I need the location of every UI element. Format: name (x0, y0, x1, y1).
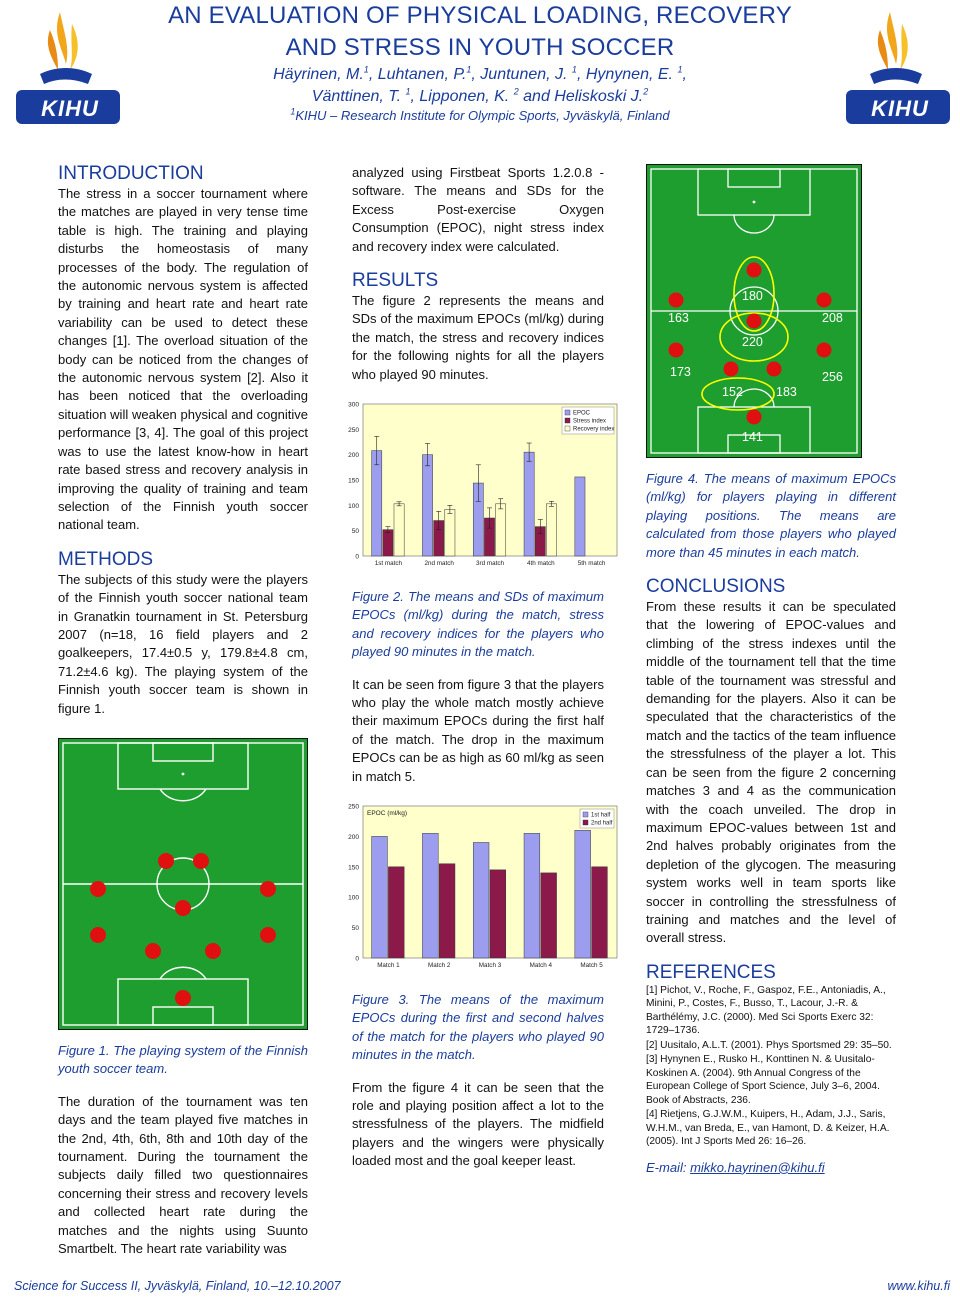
legend-swatch (583, 820, 588, 825)
bar-stress-index (383, 530, 393, 556)
bar-recovery-index (546, 504, 556, 556)
y-tick-label: 250 (348, 803, 359, 811)
legend-swatch (565, 410, 570, 415)
results-text-2: It can be seen from figure 3 that the players who play the whole match mostly achieve their maximum EPOCs during the first half of the match. The drop in the maximum EPOCs can be as high as 60 ml/kg as seen in match 5. (352, 676, 604, 784)
player-marker (260, 927, 276, 943)
bar-1st-half (422, 833, 438, 958)
kihu-logo-left (0, 4, 130, 132)
methods-text-2: The duration of the tournament was ten days and the team played five matches in the 2nd, 4th, 6th, 8th and 10th day of the tournament. During the tournament the subjects daily filled two questionnaires concerning their stress and recovery levels and collected heart rate during the matches and the nights using Suunto Smartbelt. The heart rate variability was (58, 1093, 308, 1257)
position-value: 208 (822, 311, 843, 325)
position-value: 152 (722, 385, 743, 399)
figure-2-chart (335, 398, 625, 578)
y-tick-label: 0 (355, 553, 359, 561)
position-value: 183 (776, 385, 797, 399)
figure-3-chart (335, 800, 625, 980)
bar-2nd-half (541, 873, 557, 958)
conclusions-text: From these results it can be speculated that the lowering of EPOC-values and climbing of the stress indexes until the middle of the tournament tell that the time table of the tournament was stressful and demanding for the players. Also it can be speculated that the characteristics of the match and the tactics of the team influence the stressfulness of the player a lot. This can be seen from the figure 2 concerning matches 3 and 4 as the communication with the coach unveiled. The drop in maximum EPOC-values between 1st and 2nd halves probably originates from the depletion of the glycogen. The measuring system works well in team sports like soccer in controlling the stressfulness of training and matches and the level of overall stress. (646, 599, 896, 946)
legend-label: Recovery index (573, 426, 615, 433)
x-tick-label: 2nd match (424, 560, 454, 567)
logo-text: KIHU (871, 96, 929, 121)
column-2-top (352, 164, 604, 384)
column-1 (58, 163, 308, 718)
bar-epoc (372, 451, 382, 556)
poster-footer (0, 1276, 960, 1300)
legend-swatch (583, 812, 588, 817)
legend-label: Stress index (573, 418, 607, 425)
bar-recovery-index (496, 504, 506, 556)
player-marker (90, 927, 106, 943)
bar-recovery-index (445, 509, 455, 556)
y-axis-label: EPOC (ml/kg) (367, 810, 408, 817)
player-marker (205, 943, 221, 959)
column-2-bottom (352, 991, 604, 1171)
results-text: The figure 2 represents the means and SDs of the maximum EPOCs (ml/kg) during the match, the stress and recovery indices for the following nights for all the players who played 90 minutes. (352, 293, 604, 382)
bar-recovery-index (394, 504, 404, 556)
legend-label: 2nd half (591, 820, 613, 827)
bar-epoc (575, 477, 585, 556)
figure-3-svg (335, 800, 625, 980)
position-marker (817, 343, 832, 358)
bar-1st-half (575, 830, 591, 958)
figure-1-playing-system (58, 738, 308, 1030)
bar-2nd-half (439, 864, 455, 958)
conclusions-heading: CONCLUSIONS (646, 576, 786, 598)
bar-epoc (524, 452, 534, 556)
y-tick-label: 200 (348, 452, 359, 460)
poster-title-line1: AN EVALUATION OF PHYSICAL LOADING, RECOVERY (168, 2, 792, 29)
bar-1st-half (473, 842, 489, 958)
player-marker (90, 881, 106, 897)
position-marker (669, 293, 684, 308)
position-value: 141 (742, 430, 763, 444)
authors-line2: Vänttinen, T. $^1$, Lipponen, K. $^2$ and Heliskoski J.$^2$ (311, 86, 649, 105)
logo-text: KIHU (41, 96, 99, 121)
footer-website[interactable]: www.kihu.fi (887, 1279, 950, 1293)
x-tick-label: 5th match (577, 560, 606, 567)
methods-heading: METHODS (58, 548, 153, 570)
y-tick-label: 100 (348, 502, 359, 510)
reference-item: [1] Pichot, V., Roche, F., Gaspoz, F.E., Antoniadis, A., Minini, P., Costes, F., Busso, T., Lacour, J.-R. & Barthélémy, J.C. (2000). Med Sci Sports Exerc 32: 1729–1736. (646, 984, 886, 1037)
introduction-heading: INTRODUCTION (58, 163, 204, 184)
reference-item: [2] Uusitalo, A.L.T. (2001). Phys Sportsmed 29: 35–50. (646, 1039, 892, 1051)
figure-1-caption: Figure 1. The playing system of the Finnish youth soccer team. (58, 1043, 308, 1077)
reference-item: [3] Hynynen E., Rusko H., Konttinen N. & Uusitalo-Koskinen A. (2004). 9th Annual Congress of the European College of Sport Science, July 3–6, 2004. Book of Abstracts, 236. (646, 1054, 880, 1106)
figure-2-svg (335, 398, 625, 578)
y-tick-label: 150 (348, 864, 359, 872)
player-marker (145, 943, 161, 959)
position-value: 173 (670, 365, 691, 379)
position-marker (747, 314, 762, 329)
footer-conference: Science for Success II, Jyväskylä, Finland, 10.–12.10.2007 (14, 1279, 341, 1293)
column-1-lower (58, 1042, 308, 1258)
references-list (646, 984, 896, 1149)
player-marker (260, 881, 276, 897)
player-marker (175, 900, 191, 916)
figure-2-caption: Figure 2. The means and SDs of maximum EPOCs (ml/kg) during the match, stress and recovery indices for the players who played 90 minutes in the match. (352, 589, 604, 660)
bar-1st-half (524, 833, 540, 958)
y-tick-label: 300 (348, 401, 359, 409)
column-2-mid (352, 588, 604, 786)
x-tick-label: Match 1 (377, 962, 400, 969)
y-tick-label: 50 (351, 925, 359, 933)
references-heading: REFERENCES (646, 961, 776, 983)
position-marker (747, 410, 762, 425)
legend-label: 1st half (591, 812, 611, 819)
bar-epoc (422, 455, 432, 556)
x-tick-label: 3rd match (476, 560, 504, 567)
poster-title-line2: AND STRESS IN YOUTH SOCCER (285, 34, 675, 61)
x-tick-label: Match 4 (529, 962, 553, 969)
legend-swatch (565, 426, 570, 431)
position-value: 163 (668, 311, 689, 325)
position-value: 180 (742, 289, 763, 303)
y-tick-label: 50 (351, 528, 359, 536)
authors-line1: Häyrinen, M.$^1$, Luhtanen, P.$^1$, Juntunen, J. $^1$, Hynynen, E. $^1$, (273, 64, 687, 83)
column-3 (646, 470, 896, 1177)
player-marker (193, 853, 209, 869)
x-tick-label: Match 2 (427, 962, 451, 969)
kihu-logo-right (830, 4, 960, 132)
figure-4-positions (646, 164, 862, 458)
methods-text-continued: analyzed using Firstbeat Sports 1.2.0.8 - software. The means and SDs for the Excess Post-exercise Oxygen Consumption (EPOC), night stress index and recovery index were calculated. (352, 165, 604, 254)
x-tick-label: 4th match (526, 560, 555, 567)
position-marker (724, 362, 739, 377)
position-value: 220 (742, 335, 763, 349)
bar-2nd-half (490, 870, 506, 958)
results-heading: RESULTS (352, 270, 439, 292)
position-marker (817, 293, 832, 308)
position-marker (747, 263, 762, 278)
position-marker (767, 362, 782, 377)
legend-label: EPOC (573, 410, 591, 417)
x-tick-label: 1st match (374, 560, 403, 567)
y-tick-label: 200 (348, 833, 359, 841)
bar-1st-half (372, 836, 388, 958)
bar-2nd-half (388, 867, 404, 958)
results-text-3: From the figure 4 it can be seen that the role and playing position affect a lot to the stressfulness of the players. The midfield players and the wingers were physically loaded most and the goal keeper least. (352, 1079, 604, 1169)
position-value: 256 (822, 370, 843, 384)
y-tick-label: 150 (348, 477, 359, 485)
position-marker (669, 343, 684, 358)
figure-3-caption: Figure 3. The means of the maximum EPOCs during the first and second halves of the match for the players who played 90 minutes in the match. (352, 992, 604, 1063)
reference-item: [4] Rietjens, G.J.W.M., Kuipers, H., Adam, J.J., Saris, W.H.M., van Breda, E., van Hamont, D. & Keizer, H.A. (2005). Int J Sports Med 26: 16–26. (646, 1109, 890, 1148)
player-marker (158, 853, 174, 869)
x-tick-label: Match 5 (580, 962, 603, 969)
y-tick-label: 100 (348, 894, 359, 902)
player-marker (175, 990, 191, 1006)
introduction-text: The stress in a soccer tournament where the matches are played in very tense time table is high. The training and playing disturbs the homeostasis of many processes of the body. The regulation of the autonomic nervous system is affected by training and heart rate and heart rate variability can be used to detect these changes [1]. The overload situation of the body can be noticed from the changes of the autonomic nervous system [2]. Also it has been noticed that the overloading situation will weaken physical and cognitive performance [3, 4]. The goal of this project was to use the latest know-how in heart rate based stress and recovery analysis in improving the quality of training and team selection of the Finnish youth soccer national team. (58, 186, 308, 533)
contact-email: E-mail: mikko.hayrinen@kihu.fi (646, 1159, 825, 1175)
figure-4-caption: Figure 4. The means of maximum EPOCs (ml/kg) for players playing in different playing positions. The means are calculated from those players who played more than 45 minutes in each match. (646, 471, 896, 560)
y-tick-label: 250 (348, 426, 359, 434)
affiliation: $^1$KIHU – Research Institute for Olympic Sports, Jyväskylä, Finland (290, 106, 670, 123)
bar-2nd-half (592, 867, 608, 958)
x-tick-label: Match 3 (478, 962, 502, 969)
y-tick-label: 0 (355, 955, 359, 963)
legend-swatch (565, 418, 570, 423)
methods-text: The subjects of this study were the players of the Finnish youth soccer national team in Granatkin tournament in St. Petersburg 2007 (n=18, 16 field players and 2 goalkeepers, 17.4±0.5 y, 179.8±4.8 cm, 71.2±4.6 kg). The playing system of the Finnish youth soccer team is shown in figure 1. (58, 571, 308, 716)
poster-header (0, 0, 960, 135)
email-link[interactable]: mikko.hayrinen@kihu.fi (690, 1159, 825, 1175)
